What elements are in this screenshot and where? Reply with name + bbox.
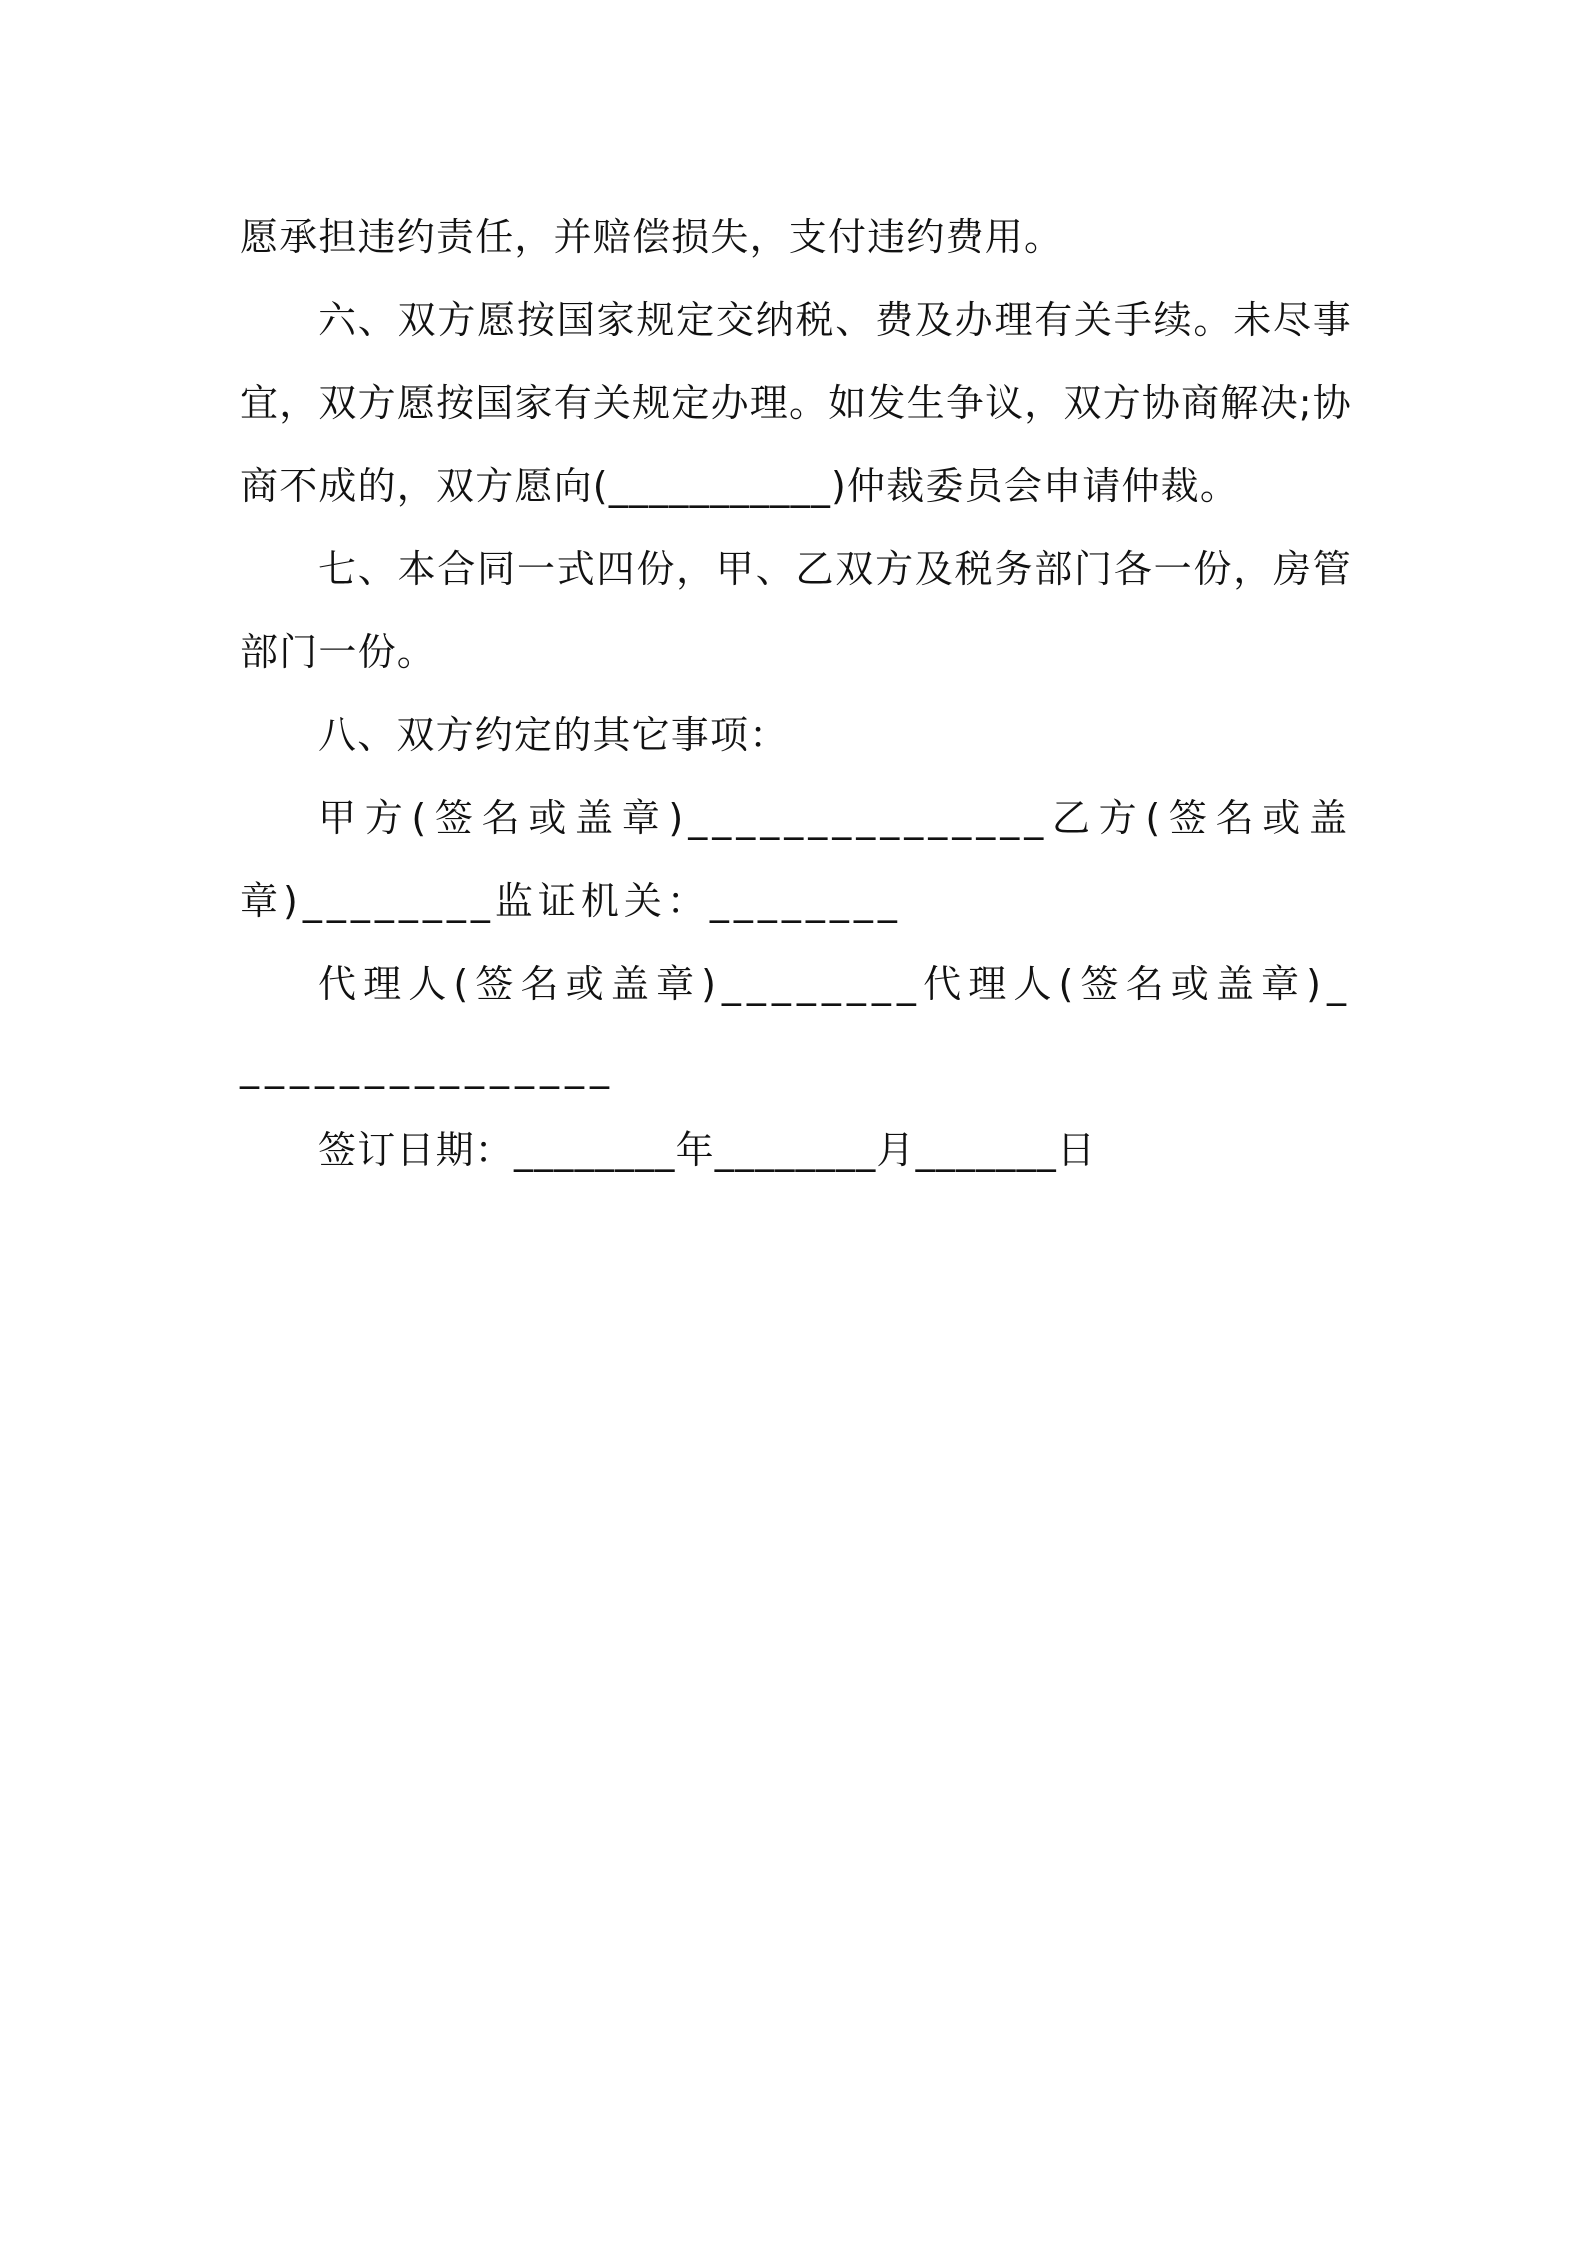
- paragraph-six-taxes-arbitration: 六、双方愿按国家规定交纳税、费及办理有关手续。未尽事宜，双方愿按国家有关规定办理。如发生争议，双方协商解决;协商不成的，双方愿向(___________)仲裁委员会申请仲裁。: [240, 298, 1352, 508]
- signature-agents: 代理人(签名或盖章)________代理人(签名或盖章)________________: [240, 962, 1352, 1089]
- signature-parties: 甲方(签名或盖章)_______________乙方(签名或盖章)________监证机关：________: [240, 796, 1352, 923]
- paragraph-breach-liability: 愿承担违约责任，并赔偿损失，支付违约费用。: [240, 215, 1064, 259]
- signing-date: 签订日期：________年________月_______日: [318, 1128, 1097, 1172]
- paragraph-eight-other-matters: 八、双方约定的其它事项：: [318, 713, 789, 757]
- document-body: [240, 196, 1352, 1192]
- paragraph-seven-copies: 七、本合同一式四份，甲、乙双方及税务部门各一份，房管部门一份。: [240, 547, 1352, 674]
